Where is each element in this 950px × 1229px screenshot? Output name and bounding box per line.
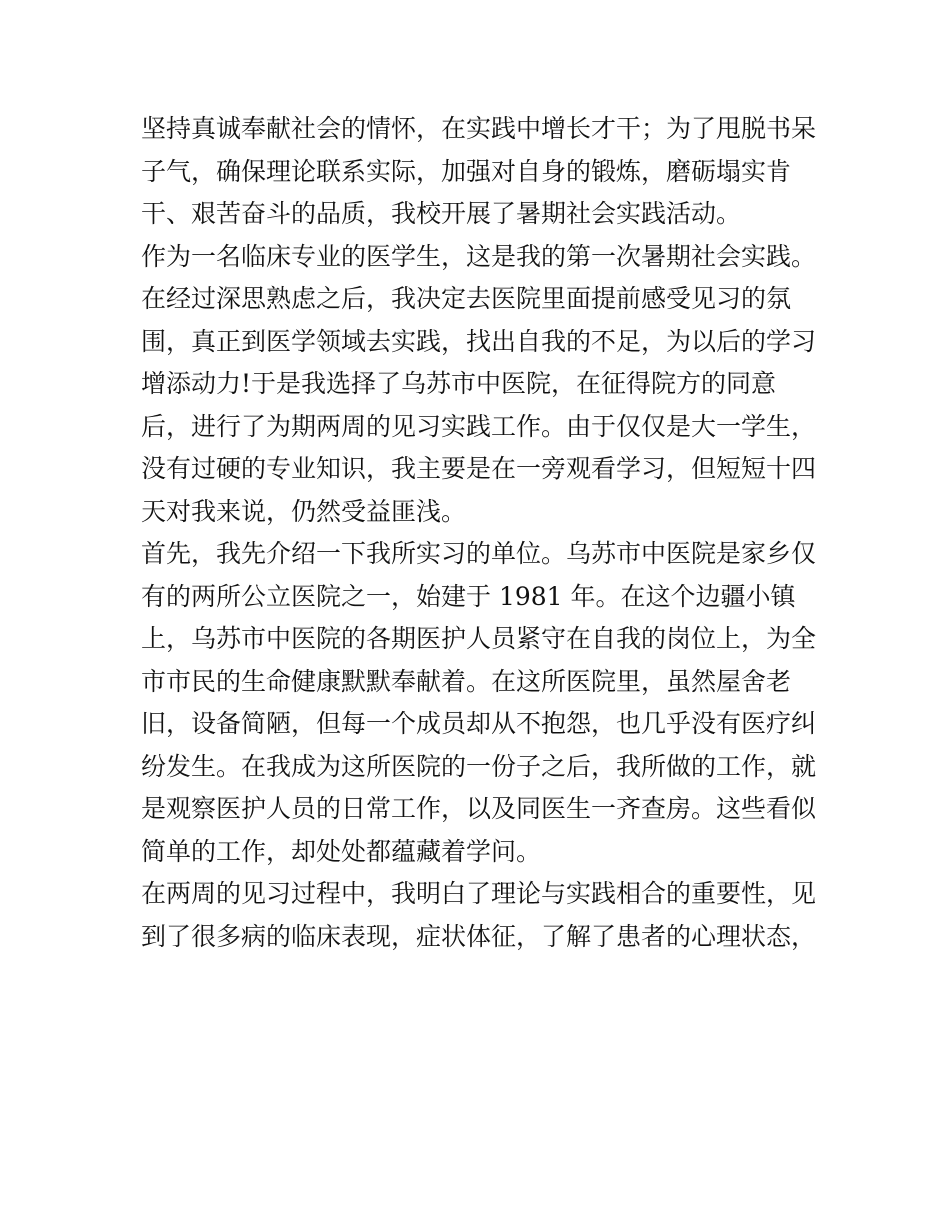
text-line: 有的两所公立医院之一，始建于 1981 年。在这个边疆小镇 bbox=[141, 581, 796, 611]
text-line: 坚持真诚奉献社会的情怀，在实践中增长才干；为了甩脱书呆 bbox=[141, 114, 817, 143]
text-line: 围，真正到医学领域去实践，找出自我的不足，为以后的学习 bbox=[141, 326, 817, 356]
text-line: 纷发生。在我成为这所医院的一份子之后，我所做的工作，就 bbox=[141, 751, 817, 781]
text-line: 上，乌苏市中医院的各期医护人员紧守在自我的岗位上，为全 bbox=[141, 624, 817, 653]
text-line: 是观察医护人员的日常工作，以及同医生一齐查房。这些看似 bbox=[141, 794, 817, 823]
text-line: 旧，设备简陋，但每一个成员却从不抱怨，也几乎没有医疗纠 bbox=[141, 709, 817, 738]
text-line: 在经过深思熟虑之后，我决定去医院里面提前感受见习的氛 bbox=[141, 284, 792, 313]
text-line: 增添动力!于是我选择了乌苏市中医院，在征得院方的同意 bbox=[141, 369, 777, 398]
text-line: 到了很多病的临床表现，症状体征，了解了患者的心理状态， bbox=[141, 921, 817, 951]
body-text bbox=[141, 108, 821, 958]
text-line: 简单的工作，却处处都蕴藏着学问。 bbox=[141, 836, 542, 866]
text-line: 没有过硬的专业知识，我主要是在一旁观看学习，但短短十四 bbox=[141, 454, 817, 483]
text-line: 首先，我先介绍一下我所实习的单位。乌苏市中医院是家乡仅 bbox=[141, 539, 817, 568]
text-line: 作为一名临床专业的医学生，这是我的第一次暑期社会实践。 bbox=[141, 241, 817, 271]
text-line: 干、艰苦奋斗的品质，我校开展了暑期社会实践活动。 bbox=[141, 199, 742, 228]
text-line: 市市民的生命健康默默奉献着。在这所医院里，虽然屋舍老 bbox=[141, 666, 792, 696]
text-line: 子气，确保理论联系实际，加强对自身的锻炼，磨砺塌实肯 bbox=[141, 156, 792, 186]
text-line: 在两周的见习过程中，我明白了理论与实践相合的重要性，见 bbox=[141, 879, 817, 908]
text-line: 后，进行了为期两周的见习实践工作。由于仅仅是大一学生， bbox=[141, 411, 817, 441]
text-line: 天对我来说，仍然受益匪浅。 bbox=[141, 496, 467, 526]
